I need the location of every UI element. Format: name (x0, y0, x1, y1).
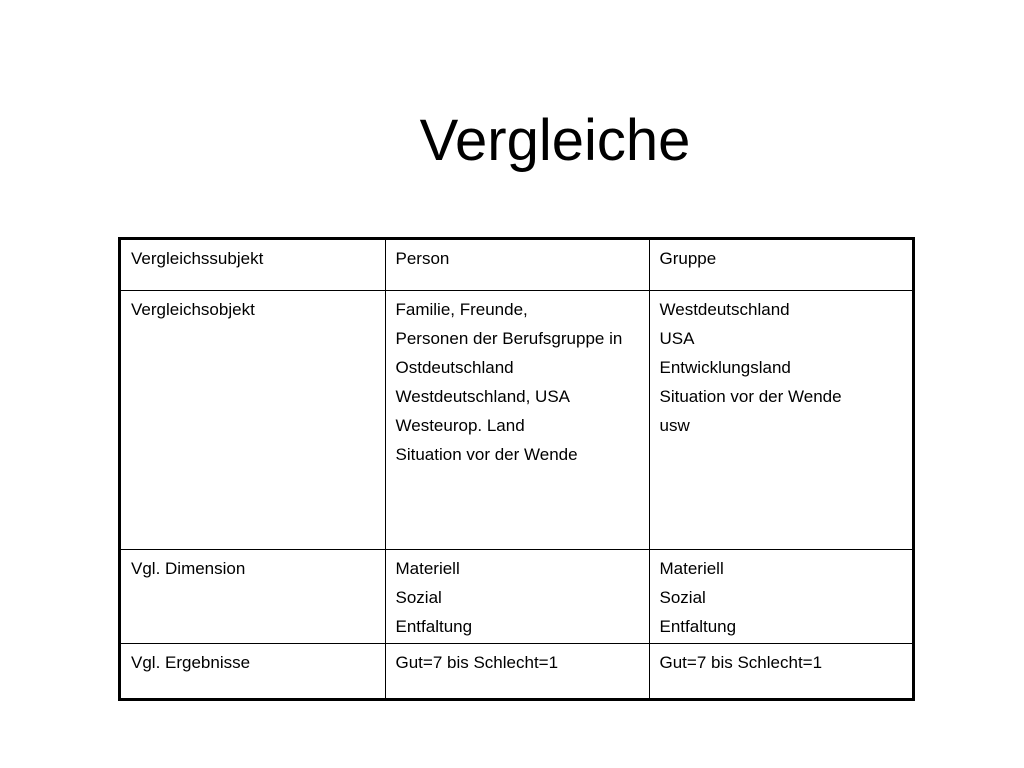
cell-line: Westdeutschland, USA (395, 386, 570, 406)
cell-line: Familie, Freunde, (395, 299, 528, 319)
cell-line: Sozial (395, 587, 442, 607)
cell-line: Situation vor der Wende (659, 386, 842, 406)
cell-line: USA (659, 328, 695, 348)
cell-person (385, 290, 649, 549)
table-header-row (121, 240, 912, 290)
comparison-table (118, 237, 915, 701)
cell-line: Entfaltung (395, 616, 473, 636)
table-row-ergebnisse (121, 643, 912, 698)
header-cell-person: Person (385, 240, 649, 290)
header-cell-subject: Vergleichssubjekt (121, 240, 385, 290)
cell-line: Westdeutschland (659, 299, 790, 319)
row-label: Vergleichsobjekt (121, 290, 385, 549)
cell-line: Ostdeutschland (395, 357, 514, 377)
cell-line: Gut=7 bis Schlecht=1 (395, 652, 559, 672)
cell-group (649, 643, 912, 698)
cell-line: Gut=7 bis Schlecht=1 (659, 652, 823, 672)
cell-group (649, 549, 912, 643)
cell-person (385, 643, 649, 698)
cell-line: Materiell (395, 558, 460, 578)
header-cell-group: Gruppe (649, 240, 912, 290)
cell-line: Sozial (659, 587, 706, 607)
row-label: Vgl. Ergebnisse (121, 643, 385, 698)
cell-line: Entfaltung (659, 616, 737, 636)
table-row-dimension (121, 549, 912, 643)
cell-line: Westeurop. Land (395, 415, 525, 435)
cell-line: Personen der Berufsgruppe in (395, 328, 623, 348)
row-label: Vgl. Dimension (121, 549, 385, 643)
cell-group (649, 290, 912, 549)
cell-line: Situation vor der Wende (395, 444, 578, 464)
cell-line: Materiell (659, 558, 724, 578)
slide-title: Vergleiche (419, 108, 691, 173)
table-row-vergleichsobjekt (121, 290, 912, 549)
cell-line: Entwicklungsland (659, 357, 791, 377)
cell-line: usw (659, 415, 690, 435)
cell-person (385, 549, 649, 643)
